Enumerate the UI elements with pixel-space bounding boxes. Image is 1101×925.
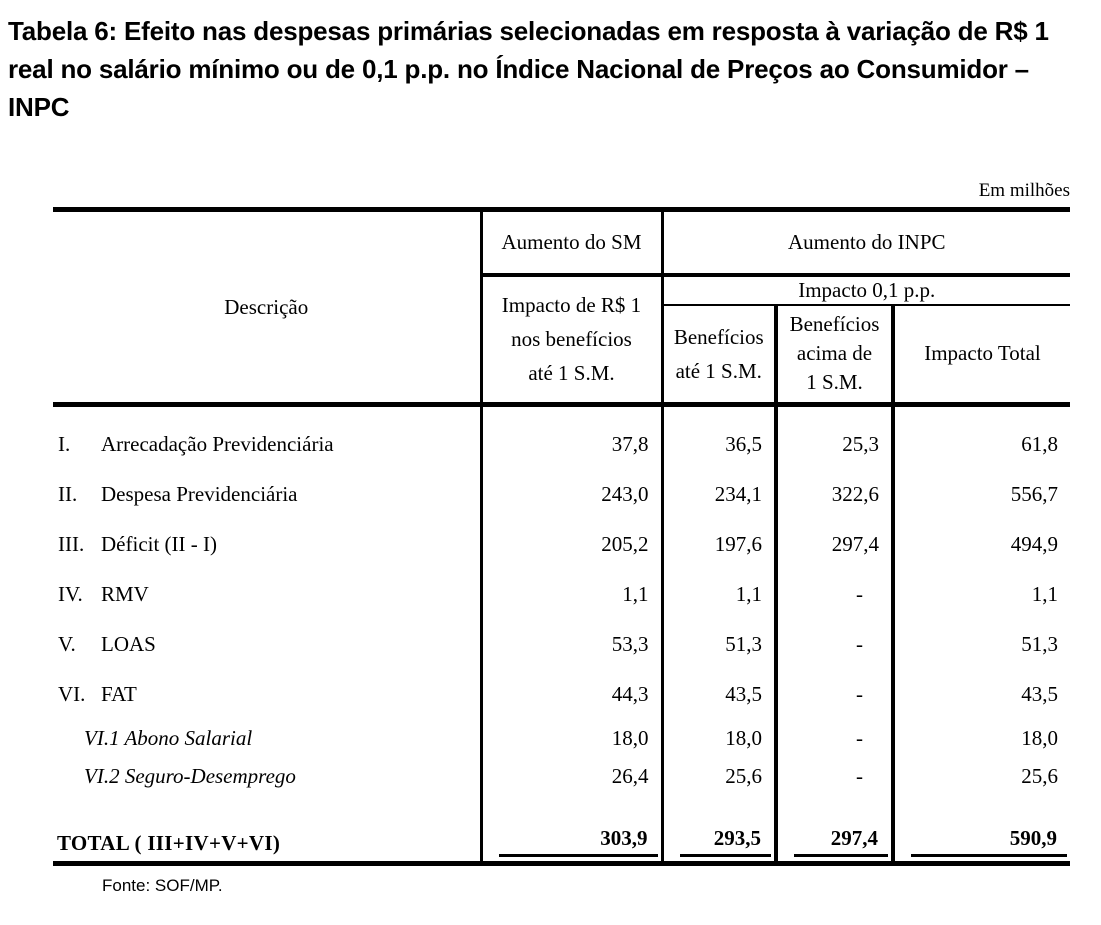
header-row-groups bbox=[53, 210, 1070, 275]
row-label: FAT bbox=[101, 682, 137, 706]
cell-benef-acima: - bbox=[776, 670, 893, 720]
row-numeral: VI. bbox=[58, 682, 86, 706]
title-line-1: Tabela 6: Efeito nas despesas primárias selecionadas em resposta à variação de R$ 1 bbox=[8, 16, 1049, 46]
cell-impacto-total: 494,9 bbox=[893, 520, 1070, 570]
spacer-row bbox=[53, 405, 1070, 420]
header-impacto-sm bbox=[481, 275, 662, 405]
cell-benef-acima: - bbox=[776, 758, 893, 796]
title-line-3: INPC bbox=[8, 92, 70, 122]
data-table bbox=[53, 207, 1070, 866]
cell-impacto-total: 25,6 bbox=[893, 758, 1070, 796]
cell-benef-ate: 1,1 bbox=[662, 570, 776, 620]
spacer-cell bbox=[53, 405, 481, 420]
source-note: Fonte: SOF/MP. bbox=[102, 876, 223, 895]
header-beneficios-acima-line: Benefícios bbox=[789, 312, 880, 337]
unit-note: Em milhões bbox=[978, 180, 1070, 201]
table-row bbox=[53, 720, 1070, 758]
cell-sm: 205,2 bbox=[481, 520, 662, 570]
header-beneficios-acima-line: 1 S.M. bbox=[806, 370, 863, 395]
total-label: TOTAL ( III+IV+V+VI) bbox=[53, 796, 481, 864]
cell-benef-acima: - bbox=[776, 620, 893, 670]
cell-benef-ate: 25,6 bbox=[662, 758, 776, 796]
cell-sm: 18,0 bbox=[481, 720, 662, 758]
table-row bbox=[53, 620, 1070, 670]
spacer-cell bbox=[776, 405, 893, 420]
cell-sm: 243,0 bbox=[481, 470, 662, 520]
cell-sm: 53,3 bbox=[481, 620, 662, 670]
cell-benef-acima: - bbox=[776, 570, 893, 620]
header-beneficios-ate-line: Benefícios bbox=[673, 324, 764, 349]
header-beneficios-acima-line: acima de bbox=[796, 341, 873, 366]
cell-benef-ate: 234,1 bbox=[662, 470, 776, 520]
document-title bbox=[8, 12, 1049, 126]
cell-benef-ate: 36,5 bbox=[662, 420, 776, 470]
row-label: Despesa Previdenciária bbox=[101, 482, 298, 506]
header-descricao: Descrição bbox=[53, 210, 481, 405]
cell-benef-acima: - bbox=[776, 720, 893, 758]
row-numeral: II. bbox=[58, 482, 78, 506]
row-label: Déficit (II - I) bbox=[101, 532, 218, 556]
total-row bbox=[53, 796, 1070, 864]
row-label: Arrecadação Previdenciária bbox=[101, 432, 334, 456]
cell-benef-ate: 43,5 bbox=[662, 670, 776, 720]
cell-benef-acima: 25,3 bbox=[776, 420, 893, 470]
cell-sm: 26,4 bbox=[481, 758, 662, 796]
cell-sm: 1,1 bbox=[481, 570, 662, 620]
row-label: VI.1 Abono Salarial bbox=[84, 726, 253, 750]
table-row bbox=[53, 420, 1070, 470]
row-label: RMV bbox=[101, 582, 149, 606]
header-aumento-sm: Aumento do SM bbox=[481, 210, 662, 275]
cell-sm: 37,8 bbox=[481, 420, 662, 470]
cell-benef-acima: 322,6 bbox=[776, 470, 893, 520]
table-row bbox=[53, 570, 1070, 620]
cell-impacto-total: 43,5 bbox=[893, 670, 1070, 720]
spacer-cell bbox=[893, 405, 1070, 420]
table-row bbox=[53, 470, 1070, 520]
header-impacto-sm-line: Impacto de R$ 1 bbox=[501, 293, 642, 318]
total-value-sm: 303,9 bbox=[499, 826, 658, 857]
header-beneficios-ate bbox=[662, 305, 776, 405]
row-label: VI.2 Seguro-Desemprego bbox=[84, 764, 296, 788]
row-numeral: I. bbox=[58, 432, 71, 456]
row-label: LOAS bbox=[101, 632, 156, 656]
header-beneficios-ate-line: até 1 S.M. bbox=[675, 358, 762, 383]
title-line-2: real no salário mínimo ou de 0,1 p.p. no Índice Nacional de Preços ao Consumidor – bbox=[8, 54, 1029, 84]
cell-impacto-total: 556,7 bbox=[893, 470, 1070, 520]
cell-impacto-total: 61,8 bbox=[893, 420, 1070, 470]
cell-benef-ate: 197,6 bbox=[662, 520, 776, 570]
cell-impacto-total: 1,1 bbox=[893, 570, 1070, 620]
table-row bbox=[53, 758, 1070, 796]
total-value-benef-acima: 297,4 bbox=[794, 826, 888, 857]
total-value-benef-ate: 293,5 bbox=[680, 826, 772, 857]
cell-sm: 44,3 bbox=[481, 670, 662, 720]
table-row bbox=[53, 670, 1070, 720]
table-row bbox=[53, 520, 1070, 570]
header-beneficios-acima bbox=[776, 305, 893, 405]
row-numeral: V. bbox=[58, 632, 76, 656]
total-value-impacto-total: 590,9 bbox=[911, 826, 1067, 857]
header-aumento-inpc: Aumento do INPC bbox=[662, 210, 1070, 275]
row-numeral: III. bbox=[58, 532, 85, 556]
spacer-cell bbox=[662, 405, 776, 420]
cell-impacto-total: 18,0 bbox=[893, 720, 1070, 758]
cell-benef-ate: 18,0 bbox=[662, 720, 776, 758]
row-numeral: IV. bbox=[58, 582, 83, 606]
header-impacto-total: Impacto Total bbox=[893, 305, 1070, 405]
cell-impacto-total: 51,3 bbox=[893, 620, 1070, 670]
cell-benef-acima: 297,4 bbox=[776, 520, 893, 570]
header-impacto-inpc: Impacto 0,1 p.p. bbox=[662, 275, 1070, 305]
header-impacto-sm-line: até 1 S.M. bbox=[528, 361, 615, 386]
spacer-cell bbox=[481, 405, 662, 420]
cell-benef-ate: 51,3 bbox=[662, 620, 776, 670]
header-impacto-sm-line: nos benefícios bbox=[511, 327, 632, 352]
